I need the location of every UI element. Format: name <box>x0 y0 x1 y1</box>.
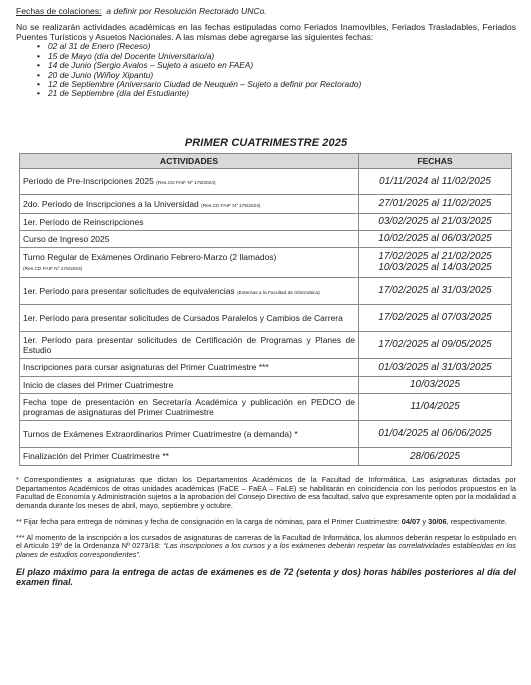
activity-cell <box>20 277 359 304</box>
footnote-3 <box>16 534 516 560</box>
schedule-table <box>19 153 512 466</box>
activity-cell <box>20 247 359 277</box>
table-row <box>20 277 512 304</box>
date-cell: 03/02/2025 al 21/03/2025 <box>359 213 512 230</box>
colaciones-line <box>16 6 516 16</box>
date-cell: 11/04/2025 <box>359 393 512 420</box>
activity-text: Turno Regular de Exámenes Ordinario Febrero-Marzo (2 llamados) <box>23 252 277 263</box>
footnote-3-quote: “Las inscripciones a los cursos y a los exámenes deberán respetar las correlatividades establecidas en los planes de estudios correspondientes”. <box>16 541 516 560</box>
date-cell: 01/11/2024 al 11/02/2025 <box>359 168 512 194</box>
activity-cell <box>20 376 359 393</box>
footnote-2-date-2: 30/06 <box>428 516 447 526</box>
footnote-2-and: y <box>422 516 427 526</box>
activity-text: Inscripciones para cursar asignaturas del Primer Cuatrimestre *** <box>23 362 269 373</box>
activity-cell <box>20 331 359 358</box>
date-cell: 01/03/2025 al 31/03/2025 <box>359 358 512 376</box>
date-cell: 10/03/2025 <box>359 376 512 393</box>
activity-text: Inicio de clases del Primer Cuatrimestre <box>23 379 174 390</box>
footnote-2-date-1: 04/07 <box>401 516 421 526</box>
activity-text: 1er. Período para presentar solicitudes de Certificación de Programas y Planes de Estudio <box>23 334 355 355</box>
activity-cell <box>20 304 359 331</box>
table-row <box>20 376 512 393</box>
activity-cell <box>20 213 359 230</box>
header-actividades: ACTIVIDADES <box>20 153 359 168</box>
activity-text: Turnos de Exámenes Extraordinarios Primer Cuatrimestre (a demanda) * <box>23 428 298 439</box>
activity-cell <box>20 358 359 376</box>
table-row <box>20 447 512 465</box>
table-row <box>20 230 512 247</box>
list-item: • 14 de Junio (Sergio Avalos – Sujeto a asueto en FAEA) <box>48 61 516 70</box>
activity-cell <box>20 393 359 420</box>
header-fechas: FECHAS <box>359 153 512 168</box>
footnote-1: * Correspondientes a asignaturas que dictan los Departamentos Académicos de la Facultad de Informática. Las asignaturas dictadas por Departamentos Académicos de otras unidades académicas (FaCE – FaEA – FaLE) se habilitarán en coincidencia con los períodos propuestos en la Facultad de Economía y Administración sujetos a la aprobación del Consejo Directivo de esa facultad, salvo que expresamente opten por la modalidad a demanda durante los meses de abril, mayo, septiembre y octubre. <box>16 474 516 511</box>
holiday-list <box>48 42 516 98</box>
footnote-2 <box>16 518 516 527</box>
activity-cell <box>20 230 359 247</box>
table-row <box>20 213 512 230</box>
list-item: • 15 de Mayo (día del Docente Universitario/a) <box>48 52 516 61</box>
table-row <box>20 331 512 358</box>
date-cell: 28/06/2025 <box>359 447 512 465</box>
activity-text: 1er. Período para presentar solicitudes de Cursados Paralelos y Cambios de Carrera <box>23 312 343 323</box>
activity-cell <box>20 194 359 213</box>
activity-text: 2do. Período de Inscripciones a la Universidad <box>23 198 199 209</box>
table-row <box>20 168 512 194</box>
colaciones-label: Fechas de colaciones: <box>16 6 102 16</box>
activity-cell <box>20 420 359 447</box>
table-header-row <box>20 153 512 168</box>
table-row <box>20 247 512 277</box>
date-line-2: 10/03/2025 al 14/03/2025 <box>378 262 492 274</box>
activity-text: Período de Pre-Inscripciones 2025 <box>23 176 154 187</box>
document-page <box>16 6 516 588</box>
date-cell: 27/01/2025 al 11/02/2025 <box>359 194 512 213</box>
activity-cell <box>20 447 359 465</box>
activity-text: 1er. Período para presentar solicitudes de equivalencias <box>23 285 235 296</box>
list-item: • 12 de Septiembre (Aniversario Ciudad de Neuquén – Sujeto a definir por Rectorado) <box>48 80 516 89</box>
activity-note: (Res.CD FAIF Nº 175/2024) <box>201 203 261 209</box>
list-item: • 02 al 31 de Enero (Receso) <box>48 42 516 51</box>
date-cell: 01/04/2025 al 06/06/2025 <box>359 420 512 447</box>
footnote-3-text: *** Al momento de la inscripción a los cursados de asignaturas de carreras de la Facultad de Informática, los alumnos deberán respetar lo estipulado en el Artículo 19º de la Ordenanza Nº 0273/18: <box>16 532 516 551</box>
activity-note: (Externas a la Facultad de Informática) <box>237 290 320 296</box>
activity-text: Curso de Ingreso 2025 <box>23 233 110 244</box>
activity-note: (Res.CD FAIF Nº 175/2024) <box>156 181 216 187</box>
table-row <box>20 304 512 331</box>
list-item: • 21 de Septiembre (día del Estudiante) <box>48 89 516 98</box>
activity-text: Finalización del Primer Cuatrimestre ** <box>23 451 169 462</box>
table-row <box>20 358 512 376</box>
activity-text: 1er. Período de Reinscripciones <box>23 216 144 227</box>
activity-text: Fecha tope de presentación en Secretaría Académica y publicación en PEDCO de programas de asignaturas del Primer Cuatrimestre <box>23 396 355 417</box>
footnotes <box>16 476 516 560</box>
date-cell: 10/02/2025 al 06/03/2025 <box>359 230 512 247</box>
table-row <box>20 194 512 213</box>
date-cell: 17/02/2025 al 07/03/2025 <box>359 304 512 331</box>
date-line-1: 17/02/2025 al 21/02/2025 <box>378 250 492 262</box>
date-cell <box>359 247 512 277</box>
activity-cell <box>20 168 359 194</box>
footnote-2-tail: , respectivamente. <box>446 516 507 526</box>
table-row <box>20 393 512 420</box>
date-cell: 17/02/2025 al 31/03/2025 <box>359 277 512 304</box>
date-cell: 17/02/2025 al 09/05/2025 <box>359 331 512 358</box>
colaciones-value: a definir por Resolución Rectorado UNCo. <box>106 6 267 16</box>
final-note: El plazo máximo para la entrega de actas de exámenes es de 72 (setenta y dos) horas hábiles posteriores al día del examen final. <box>16 566 516 588</box>
section-title: PRIMER CUATRIMESTRE 2025 <box>184 136 348 149</box>
list-item: • 20 de Junio (Wiñoy Xipantu) <box>48 71 516 80</box>
table-row <box>20 420 512 447</box>
intro-paragraph: No se realizarán actividades académicas en las fechas estipuladas como Feriados Inamovibles, Feriados Trasladables, Feriados Puentes Turísticos y Asuetos Nacionales. A las mismas debe agregarse las siguientes fechas: <box>16 22 516 43</box>
footnote-2-text: ** Fijar fecha para entrega de nóminas y fecha de consignación en la carga de nóminas, para el Primer Cuatrimestre: <box>16 516 400 526</box>
activity-note: (Res.CD FAIF Nº 175/2024) <box>23 267 83 273</box>
